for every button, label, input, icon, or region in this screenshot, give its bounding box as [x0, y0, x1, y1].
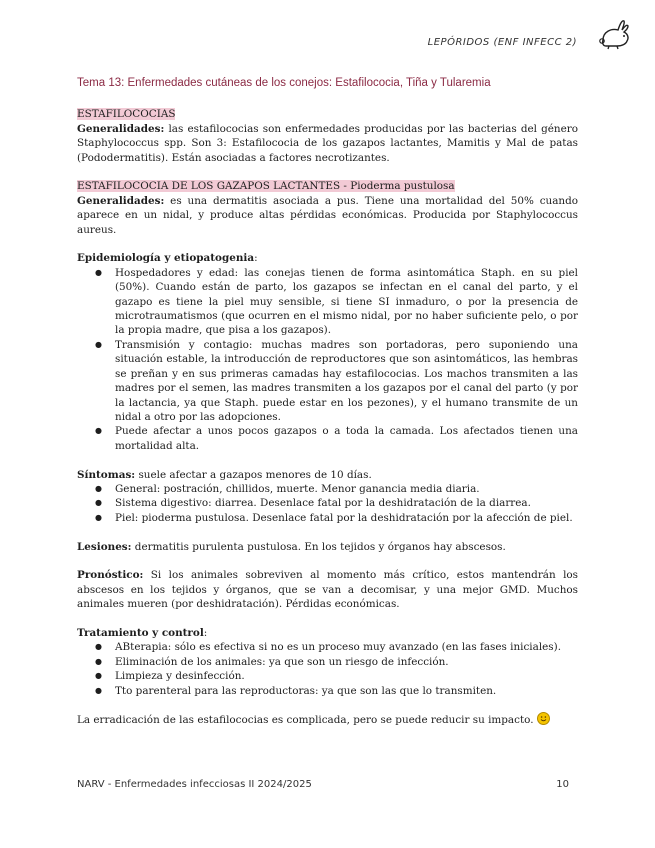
label-epidemiologia: Epidemiología y etiopatogenia	[77, 252, 255, 265]
paragraph-generalidades-1	[77, 122, 578, 165]
list-item: ● Hospedadores y edad: las conejas tienen de forma asintomática Staph. en su piel (50%). Cuando están de parto, los gazapos se infectan en el canal del parto, y el gazapo es tiene la piel muy sensible, si tiene SI inmaduro, o por la presencia de microtraumatismos (que ocurren en el mismo nidal, por no haber suficiente pelo, o por la propia madre, que pisa a los gazapos).	[115, 266, 578, 338]
tratamiento-list	[77, 640, 578, 698]
list-item: ● General: postración, chillidos, muerte. Menor ganancia media diaria.	[115, 482, 578, 496]
closing-text: La erradicación de las estafilococias es complicada, pero se puede reducir su impacto.	[77, 714, 534, 727]
closing-paragraph	[77, 712, 578, 727]
main-content	[77, 76, 578, 728]
page-number: 10	[556, 779, 569, 790]
label-tratamiento: Tratamiento y control	[77, 626, 204, 639]
sintomas-list	[77, 482, 578, 525]
label-lesiones: Lesiones:	[77, 540, 132, 553]
footer-text: NARV - Enfermedades infecciosas II 2024/2025	[77, 779, 312, 790]
header-note: LEPÓRIDOS (ENF INFECC 2)	[427, 37, 577, 48]
paragraph-generalidades-2	[77, 194, 578, 237]
epi-heading	[77, 251, 578, 265]
list-item: ● Eliminación de los animales: ya que son un riesgo de infección.	[115, 655, 578, 669]
paragraph-lesiones	[77, 540, 578, 554]
rabbit-icon	[597, 18, 633, 52]
tratamiento-colon: :	[203, 626, 208, 639]
text-sintomas: suele afectar a gazapos menores de 10 días.	[135, 468, 372, 481]
paragraph-pronostico	[77, 568, 578, 611]
smiley-icon	[537, 712, 550, 725]
list-item: ● Limpieza y desinfección.	[115, 669, 578, 683]
epi-list	[77, 266, 578, 453]
footer	[77, 779, 569, 790]
list-item: ● Piel: pioderma pustulosa. Desenlace fatal por la deshidratación por la afección de piel.	[115, 511, 578, 525]
tratamiento-heading	[77, 626, 578, 640]
page-title: Tema 13: Enfermedades cutáneas de los conejos: Estafilococia, Tiña y Tularemia	[77, 77, 491, 89]
label-sintomas: Síntomas:	[77, 468, 136, 481]
text-generalidades-2: es una dermatitis asociada a pus. Tiene una mortalidad del 50% cuando aparece en un nidal, y produce altas pérdidas económicas. Producida por Staphylococcus aureus.	[77, 194, 578, 236]
epi-colon: :	[254, 252, 258, 265]
paragraph-sintomas	[77, 468, 578, 482]
list-item: ● Puede afectar a unos pocos gazapos o a toda la camada. Los afectados tienen una mortalidad alta.	[115, 424, 578, 453]
label-generalidades-2: Generalidades:	[77, 194, 165, 207]
text-pronostico: Si los animales sobreviven al momento más crítico, estos mantendrán los abscesos en los tejidos y órganos, que se van a decomisar, y una mejor GMD. Muchos animales mueren (por deshidratación). Pérdidas económicas.	[77, 569, 578, 611]
list-item: ● Tto parenteral para las reproductoras: ya que son las que lo transmiten.	[115, 684, 578, 698]
text-generalidades: las estafilococias son enfermedades producidas por las bacterias del género Staphylococcus spp. Son 3: Estafilococia de los gazapos lactantes, Mamitis y Mal de patas (Pododermatitis). Están asociadas a factores necrotizantes.	[77, 122, 578, 164]
list-item: ● Sistema digestivo: diarrea. Desenlace fatal por la deshidratación de la diarrea.	[115, 496, 578, 510]
list-item: ● Transmisión y contagio: muchas madres son portadoras, pero suponiendo una situación estable, la introducción de reproductores que son asintomáticos, las hembras se preñan y en sus primeras camadas hay estafilococias. Los machos transmiten a las madres por el semen, las madres transmiten a los gazapos por el canal del parto (y por la lactancia, ya que Staph. puede estar en los pezones), y el humano transmite de un nidal a otro por las adopciones.	[115, 338, 578, 424]
label-generalidades: Generalidades:	[77, 122, 165, 135]
label-pronostico: Pronóstico:	[77, 569, 144, 582]
list-item: ● ABterapia: sólo es efectiva si no es un proceso muy avanzado (en las fases iniciales).	[115, 640, 578, 654]
section-heading-gazapos: ESTAFILOCOCIA DE LOS GAZAPOS LACTANTES - Pioderma pustulosa	[77, 180, 455, 193]
section-heading-estafilococias: ESTAFILOCOCIAS	[77, 108, 176, 121]
text-lesiones: dermatitis purulenta pustulosa. En los tejidos y órganos hay abscesos.	[131, 540, 506, 553]
